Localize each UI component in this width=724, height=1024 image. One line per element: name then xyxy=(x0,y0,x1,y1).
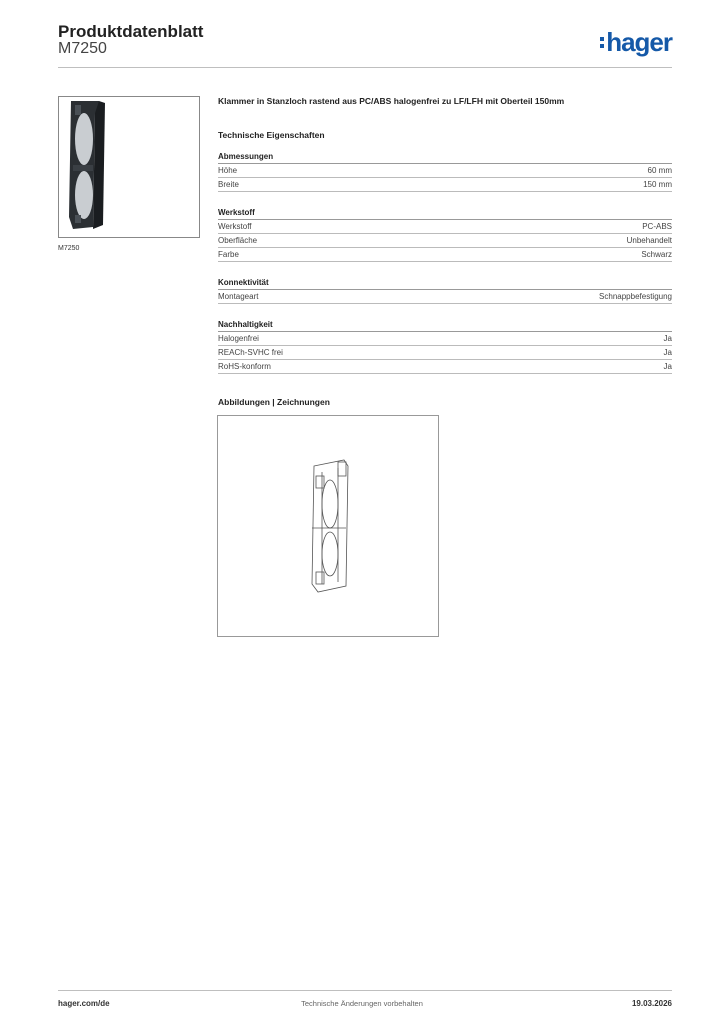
page-title: Produktdatenblatt xyxy=(58,22,204,41)
spec-row xyxy=(218,164,672,178)
spec-value: PC-ABS xyxy=(642,222,672,231)
spec-label: RoHS-konform xyxy=(218,362,271,371)
footer-note: Technische Änderungen vorbehalten xyxy=(301,999,423,1008)
drawings-heading: Abbildungen | Zeichnungen xyxy=(218,397,330,407)
spec-row xyxy=(218,346,672,360)
product-description: Klammer in Stanzloch rastend aus PC/ABS halogenfrei zu LF/LFH mit Oberteil 150mm xyxy=(218,96,565,106)
group-werkstoff xyxy=(218,208,672,262)
spec-label: Montageart xyxy=(218,292,259,301)
spec-label: Oberfläche xyxy=(218,236,258,245)
product-image xyxy=(58,96,200,238)
spec-row xyxy=(218,290,672,304)
spec-row xyxy=(218,360,672,374)
group-title: Nachhaltigkeit xyxy=(218,320,672,332)
spec-label: Höhe xyxy=(218,166,238,175)
clip-drawing-icon xyxy=(218,416,438,636)
group-nachhaltigkeit xyxy=(218,320,672,374)
spec-value: Unbehandelt xyxy=(626,236,672,245)
article-number: M7250 xyxy=(58,40,107,57)
spec-label: Breite xyxy=(218,180,239,189)
clip-photo-icon xyxy=(59,97,199,237)
group-konnektivitaet xyxy=(218,278,672,304)
spec-label: Werkstoff xyxy=(218,222,252,231)
spec-value: Schnappbefestigung xyxy=(599,292,672,301)
group-title: Werkstoff xyxy=(218,208,672,220)
header-divider xyxy=(58,67,672,68)
group-title: Konnektivität xyxy=(218,278,672,290)
spec-value: Schwarz xyxy=(641,250,672,259)
spec-label: Halogenfrei xyxy=(218,334,259,343)
logo-dots-icon xyxy=(600,34,604,51)
footer-date: 19.03.2026 xyxy=(631,999,672,1008)
group-title: Abmessungen xyxy=(218,152,672,164)
spec-value: 150 mm xyxy=(643,180,672,189)
spec-label: REACh-SVHC frei xyxy=(218,348,283,357)
spec-value: Ja xyxy=(663,334,672,343)
group-abmessungen xyxy=(218,152,672,192)
spec-row xyxy=(218,248,672,262)
tech-heading: Technische Eigenschaften xyxy=(218,130,325,140)
product-details xyxy=(218,96,672,384)
hager-logo xyxy=(600,27,672,58)
spec-row xyxy=(218,234,672,248)
technical-drawing xyxy=(217,415,439,637)
spec-row xyxy=(218,220,672,234)
footer-divider xyxy=(58,990,672,991)
spec-row xyxy=(218,178,672,192)
footer-website[interactable]: hager.com/de xyxy=(58,999,110,1008)
spec-value: 60 mm xyxy=(647,166,672,175)
image-caption: M7250 xyxy=(58,245,80,252)
logo-text: hager xyxy=(606,27,672,57)
spec-row xyxy=(218,332,672,346)
spec-value: Ja xyxy=(663,348,672,357)
spec-label: Farbe xyxy=(218,250,239,259)
spec-value: Ja xyxy=(663,362,672,371)
